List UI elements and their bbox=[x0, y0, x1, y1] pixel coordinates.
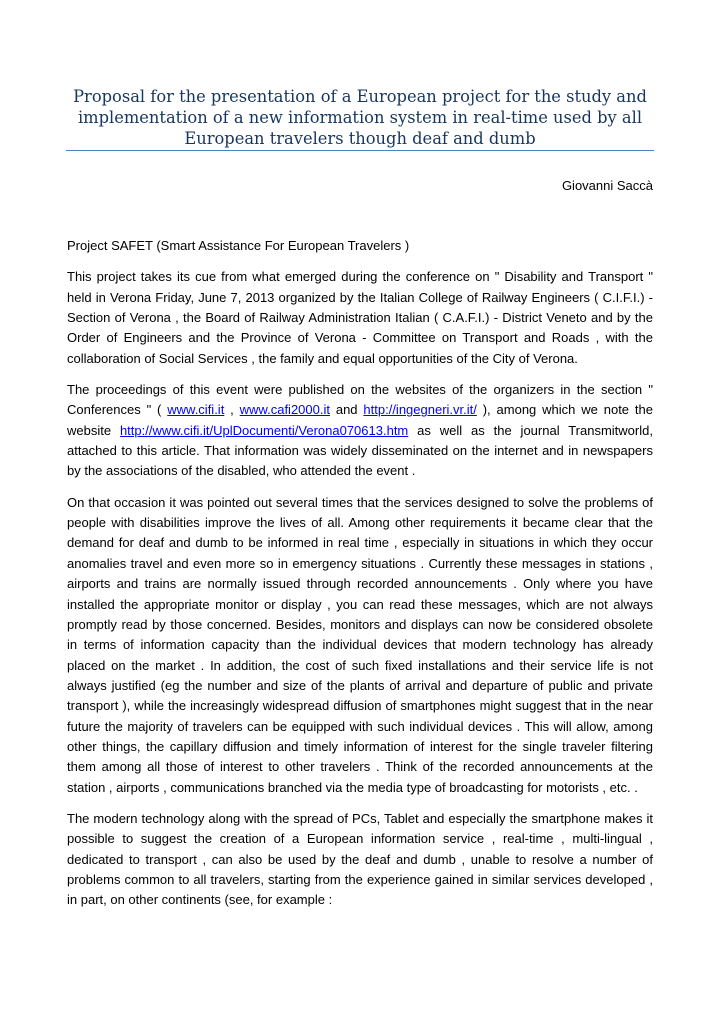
link-verona-document[interactable]: http://www.cifi.it/UplDocumenti/Verona070613.htm bbox=[119, 422, 409, 438]
document-body bbox=[67, 236, 653, 922]
paragraph-2-text-5: as well as the journal Transmitworld, attached to this article. That information was widely disseminated on the internet and in newspapers by the associations of the disabled, who attended the event . bbox=[67, 422, 653, 479]
link-ingegneri[interactable]: http://ingegneri.vr.it/ bbox=[363, 402, 477, 418]
paragraph-2-text-1: The proceedings of this event were published on the websites of the organizers in the section " Conferences " ( bbox=[67, 382, 653, 418]
link-cifi[interactable]: www.cifi.it bbox=[167, 402, 225, 418]
paragraph-2-text-3: and bbox=[329, 402, 364, 418]
project-heading: Project SAFET (Smart Assistance For European Travelers ) bbox=[67, 238, 410, 253]
paragraph-4: The modern technology along with the spread of PCs, Tablet and especially the smartphone makes it possible to suggest the creation of a European information service , real-time , multi-lingual , dedicated to transport , can also be used by the deaf and dumb , unable to resolve a number of problems common to all travelers, starting from the experience gained in similar services developed , in part, on other continents (see, for example : bbox=[67, 810, 653, 908]
author-name: Giovanni Saccà bbox=[561, 178, 653, 193]
paragraph-2 bbox=[67, 380, 653, 482]
title-line-2: implementation of a new information system in real-time used by all bbox=[77, 108, 643, 127]
paragraph-1: This project takes its cue from what emerged during the conference on " Disability and Transport " held in Verona Friday, June 7, 2013 organized by the Italian College of Railway Engineers ( C.I.F.I.) - Section of Verona , the Board of Railway Administration Italian ( C.A.F.I.) - District Veneto and by the Order of Engineers and the Province of Verona - Committee on Transport and Roads , with the collaboration of Social Services , the family and equal opportunities of the City of Verona. bbox=[67, 269, 653, 366]
paragraph-2-text-2: , bbox=[224, 402, 240, 418]
document-title bbox=[66, 86, 654, 149]
paragraph-2-text-4: ), among which we note the website bbox=[67, 402, 653, 438]
title-line-1: Proposal for the presentation of a European project for the study and bbox=[73, 87, 647, 106]
paragraph-3: On that occasion it was pointed out several times that the services designed to solve the problems of people with disabilities improve the lives of all. Among other requirements it became clear that the demand for deaf and dumb to be informed in real time , especially in situations in which they occur anomalies travel and even more so in emergency situations . Currently these messages in stations , airports and trains are normally issued through recorded announcements . Only where you have installed the appropriate monitor or display , you can read these messages, which are not always promptly read by those concerned. Besides, monitors and displays can now be considered obsolete in terms of information capacity than the individual devices that modern technology has already placed on the market . In addition, the cost of such fixed installations and their service life is not always justified (eg the number and size of the plants of arrival and departure of public and private transport ), while the increasingly widespread diffusion of smartphones might suggest that in the near future the majority of travelers can be equipped with such individual devices . This will allow, among other things, the capillary diffusion and timely information of interest for the single traveler filtering them among all those of interest to other travelers . Think of the recorded announcements at the station , airports , communications branched via the media type of broadcasting for motorists , etc. . bbox=[67, 494, 653, 795]
link-cafi2000[interactable]: www.cafi2000.it bbox=[239, 402, 330, 418]
title-line-3: European travelers though deaf and dumb bbox=[184, 129, 536, 148]
title-divider bbox=[66, 150, 654, 151]
